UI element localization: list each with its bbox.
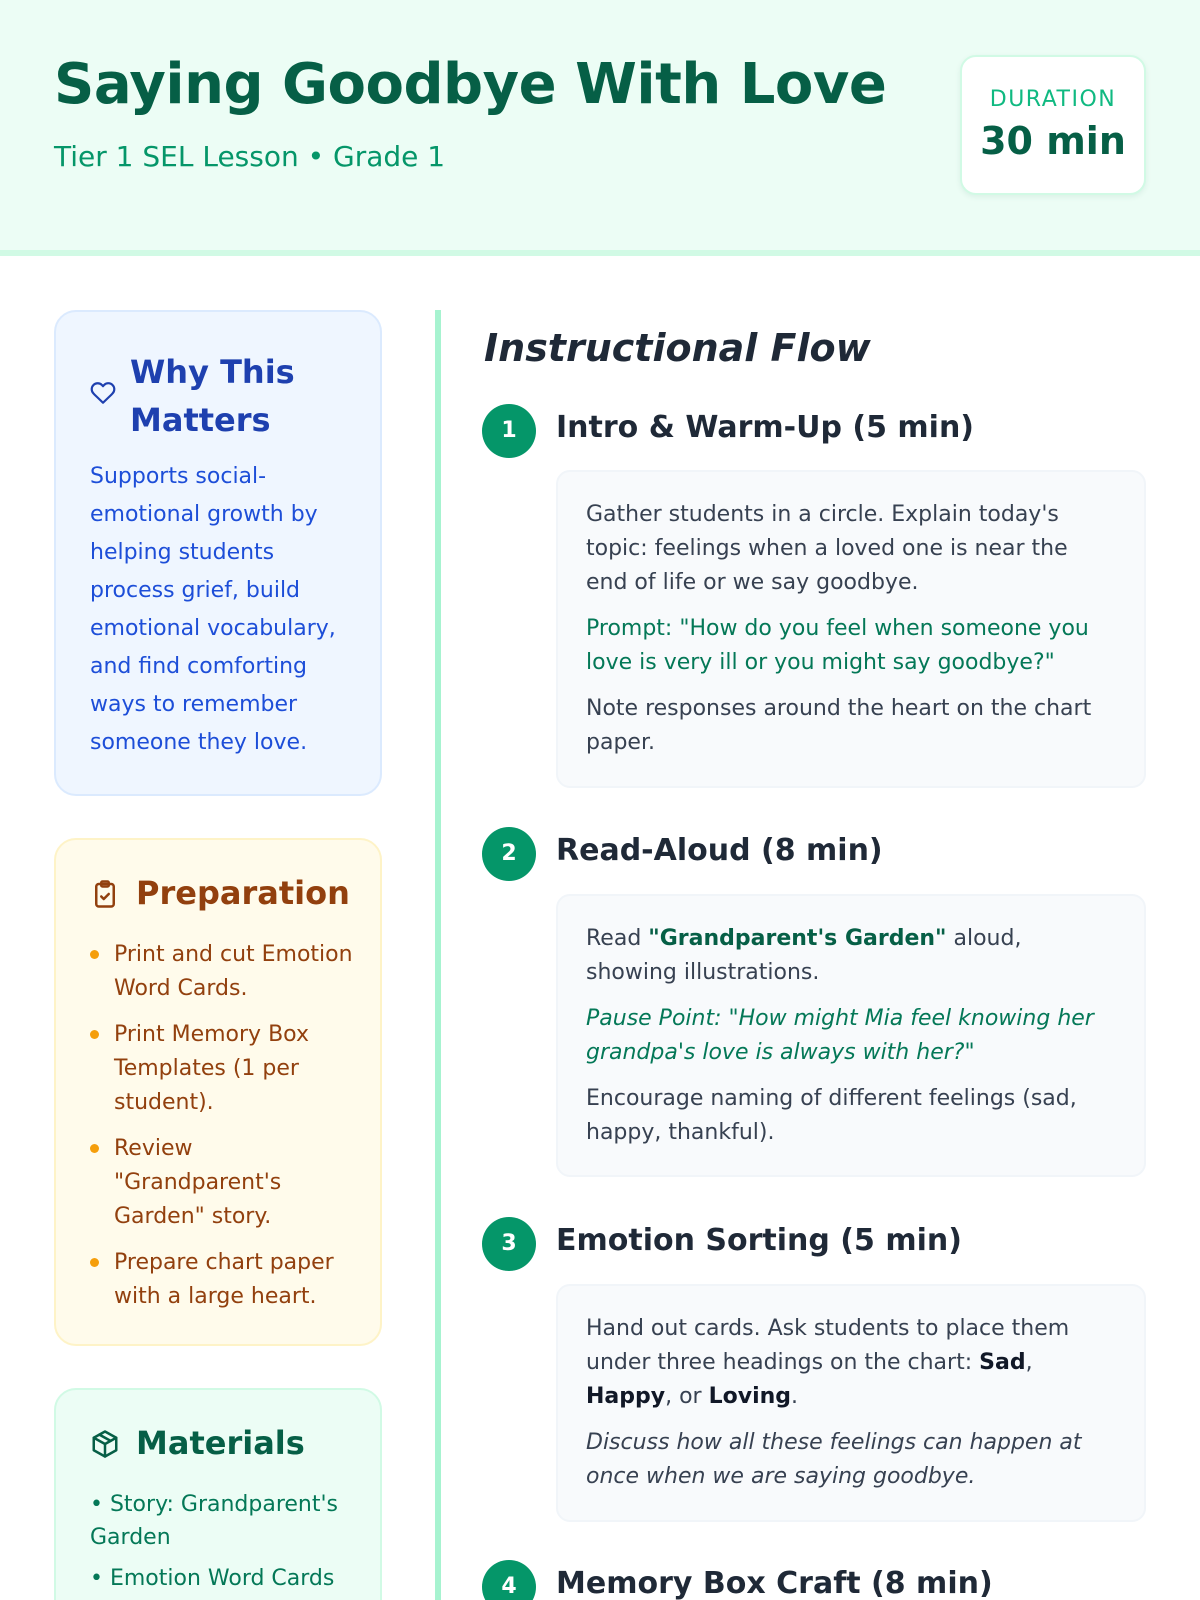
why-this-matters-card <box>54 310 382 796</box>
list-item-text: Print and cut Emotion Word Cards. <box>114 942 353 1001</box>
list-item <box>90 1246 360 1314</box>
read-suffix: aloud, showing illustrations. <box>586 926 1022 985</box>
preparation-title: Preparation <box>136 874 350 912</box>
step-text: Discuss how all these feelings can happen at once when we are saying goodbye. <box>586 1430 1082 1489</box>
duration-card <box>960 55 1146 195</box>
page-subtitle: Tier 1 SEL Lesson • Grade 1 <box>54 140 446 173</box>
step-pause-point: Pause Point: "How might Mia feel knowing her grandpa's love is always with her?" <box>586 1006 1094 1065</box>
step-text: Note responses around the heart on the chart paper. <box>586 696 1092 755</box>
step-number-badge: 4 <box>482 1560 536 1600</box>
box-icon <box>90 1428 120 1464</box>
list-item-text: Prepare chart paper with a large heart. <box>114 1250 334 1309</box>
step-content <box>556 1284 1146 1522</box>
bullet-dot <box>90 950 99 959</box>
column-divider <box>435 310 441 1600</box>
text-span: Hand out cards. Ask students to place them under three headings on the chart: <box>586 1316 1070 1375</box>
materials-card <box>54 1388 382 1600</box>
step-text <box>586 1312 1116 1414</box>
text-span: . <box>791 1384 799 1409</box>
list-item <box>90 1132 360 1234</box>
list-item <box>90 938 360 1006</box>
list-item-text: Print Memory Box Templates (1 per student). <box>114 1022 309 1115</box>
step-text: Encourage naming of different feelings (sad, happy, thankful). <box>586 1086 1077 1145</box>
list-item: • Story: Grandparent's Garden <box>90 1492 338 1550</box>
duration-value: 30 min <box>980 119 1126 163</box>
book-title: "Grandparent's Garden" <box>648 926 947 951</box>
materials-list <box>90 1488 360 1600</box>
step-text <box>586 922 1116 990</box>
why-title: Why This Matters <box>130 353 295 439</box>
page-title: Saying Goodbye With Love <box>54 52 887 117</box>
clipboard-check-icon <box>90 878 120 914</box>
list-item <box>90 1018 360 1120</box>
preparation-list <box>90 938 360 1326</box>
step-content <box>556 894 1146 1177</box>
step-content <box>556 470 1146 788</box>
bullet-dot <box>90 1258 99 1267</box>
step-title: Memory Box Craft (8 min) <box>556 1566 993 1600</box>
lesson-header <box>0 0 1200 256</box>
step-number-badge: 1 <box>482 404 536 458</box>
step-title: Emotion Sorting (5 min) <box>556 1223 962 1258</box>
step-number-badge: 2 <box>482 827 536 881</box>
materials-title: Materials <box>136 1424 305 1462</box>
heading-sad: Sad <box>979 1350 1026 1375</box>
step-title: Intro & Warm-Up (5 min) <box>556 410 975 445</box>
step-prompt: Prompt: "How do you feel when someone you love is very ill or you might say goodbye?" <box>586 616 1089 675</box>
bullet-dot <box>90 1144 99 1153</box>
read-prefix: Read <box>586 926 649 951</box>
heading-loving: Loving <box>708 1384 792 1409</box>
heading-happy: Happy <box>586 1384 666 1409</box>
step-number-badge: 3 <box>482 1217 536 1271</box>
text-span: , or <box>665 1384 709 1409</box>
preparation-card <box>54 838 382 1346</box>
heart-icon <box>90 380 116 410</box>
list-item: • Emotion Word Cards <box>90 1566 335 1591</box>
duration-label: DURATION <box>989 87 1117 112</box>
step-title: Read-Aloud (8 min) <box>556 833 883 868</box>
step-text: Gather students in a circle. Explain today's topic: feelings when a loved one is near the end of life or we say goodbye. <box>586 502 1068 595</box>
why-body: Supports social-emotional growth by helping students process grief, build emotional vocabulary, and find comforting ways to remember someone they love. <box>90 464 336 755</box>
bullet-dot <box>90 1030 99 1039</box>
text-span: , <box>1025 1350 1033 1375</box>
flow-title: Instructional Flow <box>484 326 871 370</box>
list-item-text: Review "Grandparent's Garden" story. <box>114 1136 282 1229</box>
